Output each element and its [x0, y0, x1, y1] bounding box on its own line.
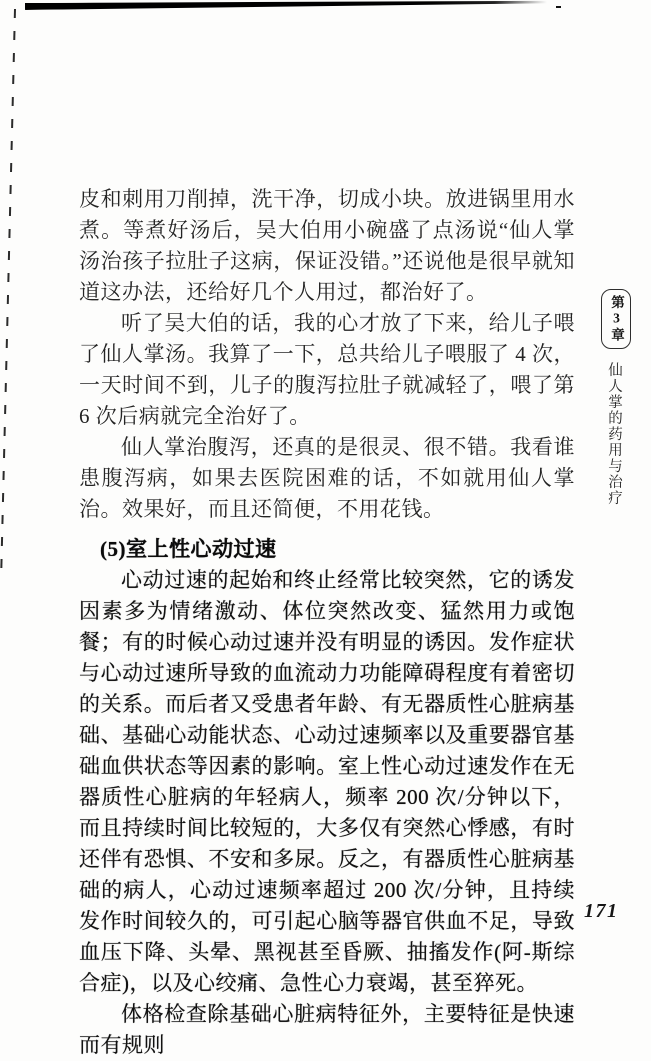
page-body: [79, 184, 575, 1061]
chapter-number-badge: 第3章: [601, 289, 631, 349]
paragraph-medical-2: 体格检查除基础心脏病特征外，主要特征是快速而有规则: [79, 1002, 575, 1057]
chapter-title-vertical: 仙人掌的药用与治疗: [606, 362, 622, 506]
scan-top-edge-mark: [25, 0, 547, 10]
scan-speck: [556, 6, 561, 8]
paragraph-story-3: 仙人掌治腹泻，还真的是很灵、很不错。我看谁患腹泻病，如果去医院困难的话，不如就用仙人掌治。效果好，而且还简便，不用花钱。: [79, 435, 575, 521]
paragraph-story-2: 听了吴大伯的话，我的心才放了下来，给儿子喂了仙人掌汤。我算了一下，总共给儿子喂服了 4 次，一天时间不到，儿子的腹泻拉肚子就减轻了，喂了第 6 次后病就完全治好了。: [79, 311, 575, 428]
paragraph-story-1: 皮和刺用刀削掉，洗干净，切成小块。放进锅里用水煮。等煮好汤后，吴大伯用小碗盛了点汤说“仙人掌汤治孩子拉肚子这病，保证没错。”还说他是很早就知道这办法，还给好几个人用过，都治好了。: [79, 187, 575, 304]
paragraph-medical-1: 心动过速的起始和终止经常比较突然，它的诱发因素多为情绪激动、体位突然改变、猛然用力或饱餐；有的时候心动过速并没有明显的诱因。发作症状与心动过速所导致的血流动力功能障碍程度有着密切的关系。而后者又受患者年龄、有无器质性心脏病基础、基础心动能状态、心动过速频率以及重要器官基础血供状态等因素的影响。室上性心动过速发作在无器质性心脏病的年轻病人，频率 200 次/分钟以下，而且持续时间比较短的，大多仅有突然心悸感，有时还伴有恐惧、不安和多尿。反之，有器质性心脏病基础的病人，心动过速频率超过 200 次/分钟，且持续发作时间较久的，可引起心脑等器官供血不足，导致血压下降、头晕、黑视甚至昏厥、抽搐发作(阿-斯综合症)，以及心绞痛、急性心力衰竭，甚至猝死。: [79, 568, 575, 995]
page-number: 171: [584, 900, 619, 922]
section-heading-supraventricular-tachycardia: (5)室上性心动过速: [100, 537, 277, 561]
scan-left-dashed-edge: [0, 9, 16, 571]
